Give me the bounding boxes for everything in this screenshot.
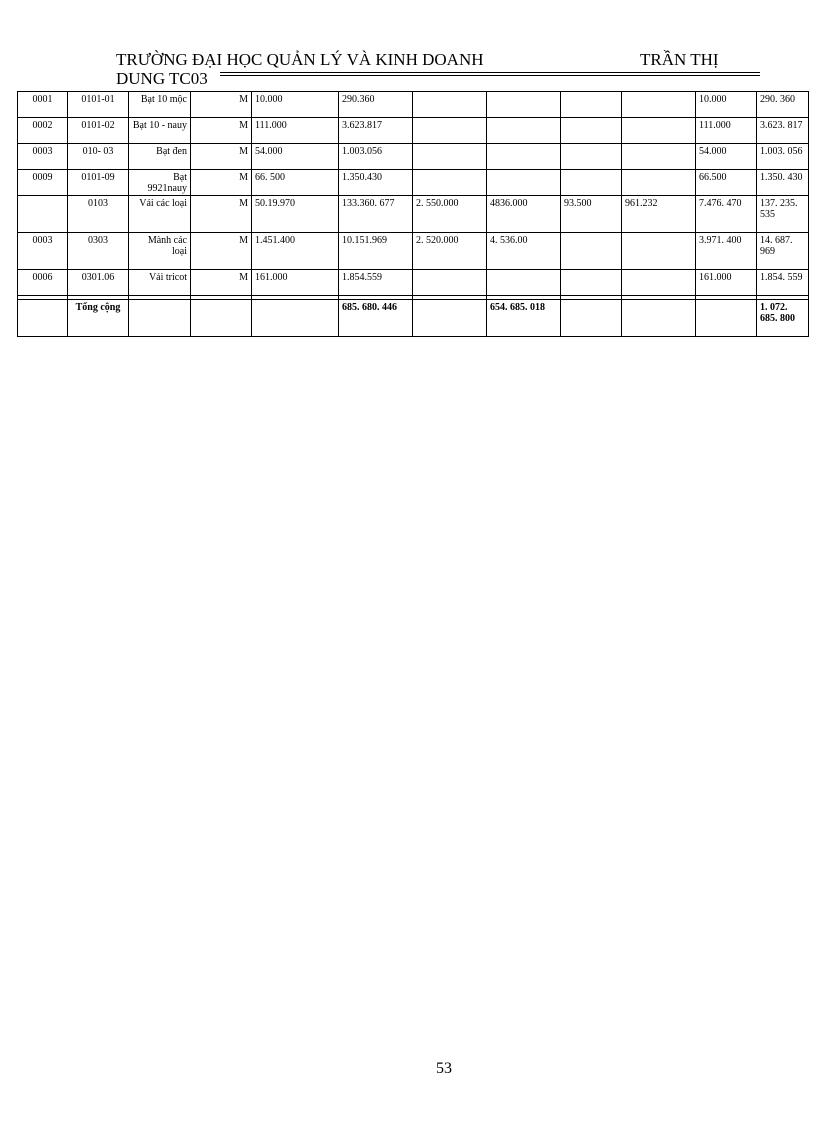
table-cell: 93.500 <box>561 196 622 233</box>
table-cell: 685. 680. 446 <box>339 300 413 337</box>
table-cell: 0001 <box>18 92 68 118</box>
table-cell: 0303 <box>68 233 129 270</box>
table-cell: 0002 <box>18 118 68 144</box>
table-cell <box>561 233 622 270</box>
table-cell: 0003 <box>18 144 68 170</box>
table-cell <box>622 92 696 118</box>
page-number: 53 <box>436 1060 452 1077</box>
author-name: TRẦN THỊ <box>640 50 719 69</box>
table-cell <box>252 300 339 337</box>
table-cell <box>413 118 487 144</box>
header-rule <box>220 72 760 73</box>
table-cell <box>487 92 561 118</box>
table-cell: 1.350.430 <box>339 170 413 196</box>
table-cell: 54.000 <box>696 144 757 170</box>
table-cell <box>622 144 696 170</box>
table-cell: 010- 03 <box>68 144 129 170</box>
table-cell <box>561 170 622 196</box>
table-cell: 0003 <box>18 233 68 270</box>
table-cell: Tổng cộng <box>68 300 129 337</box>
table-cell <box>622 270 696 296</box>
table-cell: 0103 <box>68 196 129 233</box>
table-cell <box>622 233 696 270</box>
table-cell: 1.451.400 <box>252 233 339 270</box>
table-cell <box>561 92 622 118</box>
table-cell <box>487 118 561 144</box>
table-cell: 161.000 <box>252 270 339 296</box>
table-cell: 0006 <box>18 270 68 296</box>
table-cell: Mành các loại <box>129 233 191 270</box>
table-cell: 54.000 <box>252 144 339 170</box>
table-cell: 0101-01 <box>68 92 129 118</box>
table-cell: M <box>191 92 252 118</box>
table-cell <box>413 92 487 118</box>
school-name: TRƯỜNG ĐẠI HỌC QUẢN LÝ VÀ KINH DOANH <box>116 50 484 69</box>
table-cell: Bạt đen <box>129 144 191 170</box>
table-cell <box>413 144 487 170</box>
table-cell: 137. 235. 535 <box>757 196 809 233</box>
header-rule <box>220 75 760 76</box>
table-cell: 1.854. 559 <box>757 270 809 296</box>
table-cell: 3.623. 817 <box>757 118 809 144</box>
table-cell: 0301.06 <box>68 270 129 296</box>
table-cell: 0101-09 <box>68 170 129 196</box>
table-cell: 2. 520.000 <box>413 233 487 270</box>
table-cell <box>18 196 68 233</box>
header-line <box>116 50 760 70</box>
table-cell: 3.971. 400 <box>696 233 757 270</box>
table-cell: 1.003.056 <box>339 144 413 170</box>
table-cell: 10.000 <box>252 92 339 118</box>
table-cell: 133.360. 677 <box>339 196 413 233</box>
table-cell: 66. 500 <box>252 170 339 196</box>
table-row <box>18 92 809 118</box>
table-cell: 111.000 <box>696 118 757 144</box>
table-cell <box>18 300 68 337</box>
table-cell: M <box>191 233 252 270</box>
table-cell: 654. 685. 018 <box>487 300 561 337</box>
table-cell: M <box>191 170 252 196</box>
table-cell: 66.500 <box>696 170 757 196</box>
table-cell: 3.623.817 <box>339 118 413 144</box>
table-cell: Vải các loại <box>129 196 191 233</box>
table-cell: Bạt 9921nauy <box>129 170 191 196</box>
table-cell: M <box>191 118 252 144</box>
table-cell <box>622 118 696 144</box>
table-cell: 290. 360 <box>757 92 809 118</box>
table-row <box>18 118 809 144</box>
table-cell <box>487 170 561 196</box>
table-row <box>18 233 809 270</box>
table-cell: 161.000 <box>696 270 757 296</box>
table-cell: 50.19.970 <box>252 196 339 233</box>
table-cell <box>622 170 696 196</box>
table-cell: 111.000 <box>252 118 339 144</box>
table-cell: 0009 <box>18 170 68 196</box>
table-cell: Vải tricot <box>129 270 191 296</box>
table-cell <box>487 270 561 296</box>
table-cell: M <box>191 196 252 233</box>
table-cell: 10.151.969 <box>339 233 413 270</box>
table-cell: 4. 536.00 <box>487 233 561 270</box>
table-cell <box>696 300 757 337</box>
table-cell <box>561 118 622 144</box>
table-cell: M <box>191 144 252 170</box>
table-cell: 4836.000 <box>487 196 561 233</box>
table-cell <box>413 300 487 337</box>
page-header <box>116 50 760 90</box>
table-cell <box>622 300 696 337</box>
author-name-continued: DUNG TC03 <box>116 69 208 88</box>
table-cell: 1.350. 430 <box>757 170 809 196</box>
table-cell: 0101-02 <box>68 118 129 144</box>
table-cell: 1.854.559 <box>339 270 413 296</box>
table-cell <box>487 144 561 170</box>
table-cell: 2. 550.000 <box>413 196 487 233</box>
inventory-table <box>17 91 809 337</box>
table-cell: M <box>191 270 252 296</box>
table-cell <box>561 270 622 296</box>
table-cell <box>561 144 622 170</box>
table-row <box>18 270 809 296</box>
table-cell: 1. 072. 685. 800 <box>757 300 809 337</box>
table-cell: Bạt 10 - nauy <box>129 118 191 144</box>
table-row <box>18 144 809 170</box>
table-row <box>18 170 809 196</box>
table-cell <box>561 300 622 337</box>
table-cell <box>413 170 487 196</box>
table-cell: 10.000 <box>696 92 757 118</box>
table-cell <box>413 270 487 296</box>
table-cell <box>129 300 191 337</box>
table-cell: Bạt 10 mộc <box>129 92 191 118</box>
table-cell <box>191 300 252 337</box>
table-cell: 7.476. 470 <box>696 196 757 233</box>
total-row <box>18 300 809 337</box>
table-cell: 1.003. 056 <box>757 144 809 170</box>
table-row <box>18 196 809 233</box>
table-cell: 290.360 <box>339 92 413 118</box>
table-cell: 961.232 <box>622 196 696 233</box>
table-cell: 14. 687. 969 <box>757 233 809 270</box>
